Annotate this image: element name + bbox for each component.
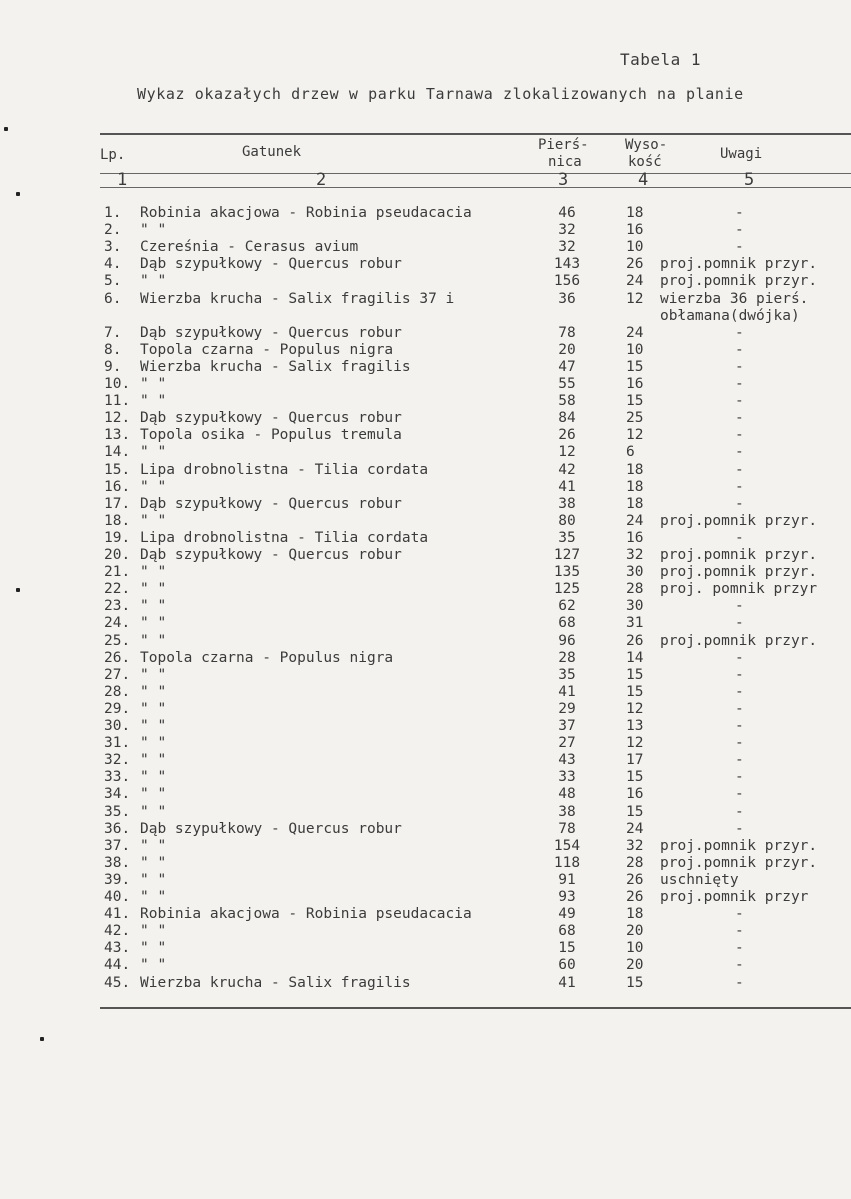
row-diameter: 32: [558, 239, 576, 256]
margin-mark: [40, 1037, 44, 1041]
row-species: Wierzba krucha - Salix fragilis: [140, 358, 411, 375]
row-species: " ": [140, 581, 167, 598]
row-diameter: 29: [558, 700, 576, 717]
column-number: 4: [638, 170, 649, 190]
row-diameter: 48: [558, 786, 576, 803]
table-subtitle: Wykaz okazałych drzew w parku Tarnawa zlokalizowanych na planie: [137, 85, 744, 103]
row-lp: 31.: [104, 735, 131, 752]
row-remarks: -: [735, 786, 744, 803]
row-remarks: -: [735, 410, 744, 427]
row-lp: 13.: [104, 427, 131, 444]
row-lp: 15.: [104, 461, 131, 478]
row-diameter: 78: [558, 820, 576, 837]
row-height: 10: [626, 341, 644, 358]
row-remarks: -: [735, 444, 744, 461]
row-height: 13: [626, 718, 644, 734]
row-diameter: 33: [558, 769, 576, 786]
row-diameter: 28: [558, 649, 576, 666]
row-species: " ": [140, 615, 167, 632]
row-remarks: obłamana(dwójka): [660, 307, 800, 324]
row-species: " ": [140, 718, 167, 734]
row-lp: 23.: [104, 598, 131, 615]
row-species: " ": [140, 598, 167, 615]
row-species: Lipa drobnolistna - Tilia cordata: [140, 461, 429, 478]
row-lp: 17.: [104, 495, 131, 512]
margin-mark: [4, 127, 8, 131]
row-height: 18: [626, 495, 644, 512]
row-species: " ": [140, 854, 167, 871]
table-title: Tabela 1: [620, 50, 702, 69]
header-uwagi: Uwagi: [720, 146, 763, 162]
row-diameter: 96: [558, 632, 576, 649]
row-species: " ": [140, 632, 167, 649]
row-remarks: -: [735, 752, 744, 769]
row-species: Topola czarna - Populus nigra: [140, 341, 394, 358]
row-lp: 25.: [104, 632, 131, 649]
row-diameter: 38: [558, 803, 576, 820]
column-number: 5: [744, 170, 755, 190]
row-remarks: -: [735, 529, 744, 546]
row-height: 30: [626, 598, 644, 615]
row-remarks: -: [735, 427, 744, 444]
row-diameter: 37: [558, 718, 576, 734]
row-remarks: -: [735, 358, 744, 375]
row-remarks: -: [735, 615, 744, 632]
row-species: " ": [140, 923, 167, 940]
row-height: 10: [626, 940, 644, 957]
row-lp: 14.: [104, 444, 131, 461]
row-remarks: -: [735, 205, 744, 221]
row-lp: 21.: [104, 564, 131, 581]
row-diameter: 55: [558, 376, 576, 392]
row-lp: 5.: [104, 273, 122, 290]
row-species: Wierzba krucha - Salix fragilis 37 i: [140, 290, 455, 307]
row-lp: 35.: [104, 803, 131, 820]
row-height: 28: [626, 854, 644, 871]
row-diameter: 78: [558, 324, 576, 341]
row-species: " ": [140, 700, 167, 717]
row-remarks: proj.pomnik przyr.: [660, 547, 818, 563]
row-species: Lipa drobnolistna - Tilia cordata: [140, 529, 429, 546]
row-lp: 1.: [104, 205, 122, 221]
header-lp: Lp.: [100, 147, 126, 163]
row-remarks: -: [735, 495, 744, 512]
row-remarks: proj.pomnik przyr.: [660, 837, 818, 854]
row-height: 26: [626, 871, 644, 888]
row-remarks: -: [735, 735, 744, 752]
row-lp: 28.: [104, 683, 131, 700]
row-species: Dąb szypułkowy - Quercus robur: [140, 324, 402, 341]
row-lp: 30.: [104, 718, 131, 734]
row-diameter: 43: [558, 752, 576, 769]
row-lp: 2.: [104, 222, 122, 239]
row-diameter: 60: [558, 957, 576, 974]
row-height: 32: [626, 547, 644, 563]
row-height: 26: [626, 632, 644, 649]
row-lp: 44.: [104, 957, 131, 974]
row-species: Czereśnia - Cerasus avium: [140, 239, 359, 256]
row-remarks: -: [735, 718, 744, 734]
row-lp: 37.: [104, 837, 131, 854]
row-remarks: -: [735, 341, 744, 358]
row-lp: 18.: [104, 512, 131, 529]
row-height: 14: [626, 649, 644, 666]
row-lp: 9.: [104, 358, 122, 375]
row-diameter: 156: [553, 273, 581, 290]
row-height: 15: [626, 803, 644, 820]
row-remarks: proj.pomnik przyr.: [660, 854, 818, 871]
row-lp: 26.: [104, 649, 131, 666]
header-gatunek: Gatunek: [242, 144, 302, 160]
row-height: 10: [626, 239, 644, 256]
row-diameter: 49: [558, 906, 576, 923]
row-diameter: 91: [558, 871, 576, 888]
row-height: 17: [626, 752, 644, 769]
row-remarks: -: [735, 769, 744, 786]
column-number: 2: [316, 170, 327, 190]
row-lp: 40.: [104, 889, 131, 905]
row-height: 6: [626, 444, 635, 461]
row-lp: 32.: [104, 752, 131, 769]
row-species: Dąb szypułkowy - Quercus robur: [140, 820, 402, 837]
row-remarks: -: [735, 598, 744, 615]
row-diameter: 35: [558, 666, 576, 683]
row-species: " ": [140, 512, 167, 529]
row-height: 15: [626, 683, 644, 700]
table-bottom-rule: [100, 1007, 851, 1009]
row-lp: 11.: [104, 393, 131, 410]
row-height: 18: [626, 205, 644, 221]
row-species: " ": [140, 478, 167, 495]
row-remarks: -: [735, 957, 744, 974]
row-lp: 10.: [104, 376, 131, 392]
row-height: 18: [626, 906, 644, 923]
row-remarks: -: [735, 820, 744, 837]
row-lp: 38.: [104, 854, 131, 871]
row-remarks: -: [735, 324, 744, 341]
row-lp: 20.: [104, 547, 131, 563]
row-height: 16: [626, 222, 644, 239]
row-height: 32: [626, 837, 644, 854]
row-diameter: 15: [558, 940, 576, 957]
row-remarks: -: [735, 376, 744, 392]
row-lp: 27.: [104, 666, 131, 683]
row-species: " ": [140, 752, 167, 769]
row-lp: 36.: [104, 820, 131, 837]
row-remarks: -: [735, 649, 744, 666]
row-diameter: 93: [558, 889, 576, 905]
row-diameter: 26: [558, 427, 576, 444]
row-lp: 24.: [104, 615, 131, 632]
row-height: 26: [626, 889, 644, 905]
row-height: 24: [626, 512, 644, 529]
column-number-rule: [100, 187, 851, 188]
row-species: " ": [140, 769, 167, 786]
row-height: 20: [626, 923, 644, 940]
row-diameter: 12: [558, 444, 576, 461]
row-diameter: 27: [558, 735, 576, 752]
row-lp: 6.: [104, 290, 122, 307]
row-lp: 19.: [104, 529, 131, 546]
row-height: 16: [626, 529, 644, 546]
row-height: 16: [626, 786, 644, 803]
row-height: 30: [626, 564, 644, 581]
row-lp: 8.: [104, 341, 122, 358]
row-lp: 22.: [104, 581, 131, 598]
row-diameter: 35: [558, 529, 576, 546]
row-diameter: 118: [553, 854, 581, 871]
row-species: " ": [140, 273, 167, 290]
row-species: " ": [140, 889, 167, 905]
row-diameter: 68: [558, 923, 576, 940]
margin-mark: [16, 192, 20, 196]
row-remarks: -: [735, 461, 744, 478]
row-remarks: -: [735, 906, 744, 923]
row-species: Wierzba krucha - Salix fragilis: [140, 974, 411, 991]
row-remarks: -: [735, 940, 744, 957]
row-diameter: 62: [558, 598, 576, 615]
row-height: 24: [626, 820, 644, 837]
row-species: Topola osika - Populus tremula: [140, 427, 402, 444]
row-height: 12: [626, 700, 644, 717]
row-diameter: 68: [558, 615, 576, 632]
row-species: Dąb szypułkowy - Quercus robur: [140, 256, 402, 273]
header-rule: [100, 173, 851, 174]
row-height: 12: [626, 427, 644, 444]
row-remarks: uschnięty: [660, 871, 739, 888]
row-species: " ": [140, 222, 167, 239]
row-diameter: 143: [553, 256, 581, 273]
row-lp: 43.: [104, 940, 131, 957]
row-diameter: 38: [558, 495, 576, 512]
row-lp: 33.: [104, 769, 131, 786]
row-remarks: proj.pomnik przyr: [660, 889, 809, 905]
row-remarks: -: [735, 666, 744, 683]
row-species: Robinia akacjowa - Robinia pseudacacia: [140, 205, 472, 221]
header-wysokosc-2: kość: [628, 154, 662, 170]
row-species: Dąb szypułkowy - Quercus robur: [140, 495, 402, 512]
row-diameter: 58: [558, 393, 576, 410]
row-species: " ": [140, 564, 167, 581]
header-piersnica-2: nica: [548, 154, 582, 170]
row-diameter: 84: [558, 410, 576, 427]
row-lp: 45.: [104, 974, 131, 991]
row-lp: 7.: [104, 324, 122, 341]
row-species: " ": [140, 393, 167, 410]
row-height: 25: [626, 410, 644, 427]
row-diameter: 41: [558, 683, 576, 700]
row-lp: 34.: [104, 786, 131, 803]
row-lp: 29.: [104, 700, 131, 717]
row-species: Dąb szypułkowy - Quercus robur: [140, 547, 402, 563]
row-remarks: proj.pomnik przyr.: [660, 632, 818, 649]
row-diameter: 46: [558, 205, 576, 221]
row-diameter: 80: [558, 512, 576, 529]
row-diameter: 47: [558, 358, 576, 375]
row-height: 28: [626, 581, 644, 598]
row-height: 15: [626, 393, 644, 410]
row-height: 26: [626, 256, 644, 273]
row-remarks: -: [735, 683, 744, 700]
row-lp: 39.: [104, 871, 131, 888]
row-height: 15: [626, 666, 644, 683]
row-diameter: 32: [558, 222, 576, 239]
row-species: " ": [140, 803, 167, 820]
row-height: 15: [626, 358, 644, 375]
row-species: " ": [140, 871, 167, 888]
row-species: " ": [140, 940, 167, 957]
row-species: " ": [140, 735, 167, 752]
row-height: 31: [626, 615, 644, 632]
table-top-rule: [100, 133, 851, 135]
row-diameter: 154: [553, 837, 581, 854]
row-species: Topola czarna - Populus nigra: [140, 649, 394, 666]
row-diameter: 20: [558, 341, 576, 358]
row-height: 12: [626, 735, 644, 752]
row-remarks: -: [735, 393, 744, 410]
row-diameter: 41: [558, 974, 576, 991]
row-height: 15: [626, 974, 644, 991]
row-remarks: proj.pomnik przyr.: [660, 273, 818, 290]
row-lp: 42.: [104, 923, 131, 940]
row-height: 24: [626, 273, 644, 290]
row-remarks: wierzba 36 pierś.: [660, 290, 809, 307]
row-lp: 41.: [104, 906, 131, 923]
header-piersnica-1: Pierś-: [538, 137, 589, 153]
row-diameter: 36: [558, 290, 576, 307]
row-remarks: proj.pomnik przyr.: [660, 512, 818, 529]
row-remarks: -: [735, 974, 744, 991]
row-diameter: 125: [553, 581, 581, 598]
row-lp: 3.: [104, 239, 122, 256]
row-remarks: proj. pomnik przyr: [660, 581, 818, 598]
row-diameter: 127: [553, 547, 581, 563]
row-diameter: 135: [553, 564, 581, 581]
row-height: 18: [626, 478, 644, 495]
header-wysokosc-1: Wyso-: [625, 137, 668, 153]
row-species: " ": [140, 376, 167, 392]
row-remarks: -: [735, 239, 744, 256]
row-remarks: proj.pomnik przyr.: [660, 564, 818, 581]
row-height: 20: [626, 957, 644, 974]
row-height: 18: [626, 461, 644, 478]
row-species: Robinia akacjowa - Robinia pseudacacia: [140, 906, 472, 923]
row-height: 15: [626, 769, 644, 786]
row-remarks: -: [735, 478, 744, 495]
margin-mark: [16, 588, 20, 592]
row-lp: 12.: [104, 410, 131, 427]
row-height: 24: [626, 324, 644, 341]
row-remarks: -: [735, 923, 744, 940]
row-species: " ": [140, 786, 167, 803]
row-species: " ": [140, 837, 167, 854]
row-remarks: proj.pomnik przyr.: [660, 256, 818, 273]
row-diameter: 41: [558, 478, 576, 495]
row-diameter: 42: [558, 461, 576, 478]
row-species: " ": [140, 957, 167, 974]
row-species: Dąb szypułkowy - Quercus robur: [140, 410, 402, 427]
column-number: 1: [117, 170, 128, 190]
row-remarks: -: [735, 803, 744, 820]
row-species: " ": [140, 683, 167, 700]
row-lp: 4.: [104, 256, 122, 273]
row-remarks: -: [735, 222, 744, 239]
row-lp: 16.: [104, 478, 131, 495]
row-height: 16: [626, 376, 644, 392]
row-remarks: -: [735, 700, 744, 717]
row-height: 12: [626, 290, 644, 307]
row-species: " ": [140, 666, 167, 683]
column-number: 3: [558, 170, 569, 190]
row-species: " ": [140, 444, 167, 461]
